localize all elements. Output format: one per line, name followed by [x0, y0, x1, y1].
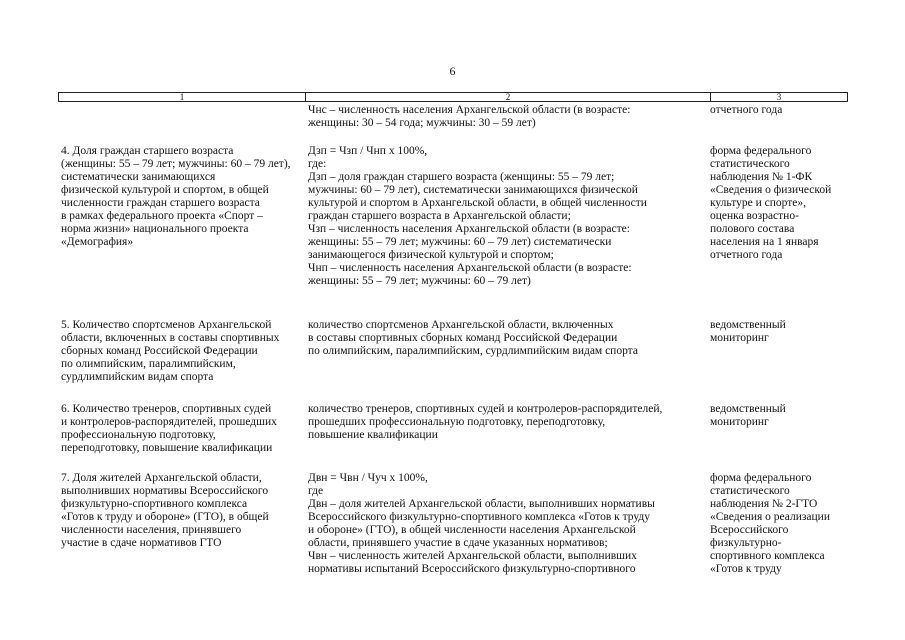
row6-source-cell: ведомственный мониторинг — [710, 403, 786, 428]
row4-indicator-cell: 4. Доля граждан старшего возраста (женщины: 55 – 79 лет; мужчины: 60 – 79 лет), систематически занимающихся физической культурой и спортом, в общей численности граждан старшего возраста в рамках федерального проекта «Спорт – норма жизни» национального проекта «Демография» — [61, 145, 291, 248]
row4-method-cell: Дзп = Чзп / Чнп x 100%, где: Дзп – доля граждан старшего возраста (женщины: 55 – 79 лет; мужчины: 60 – 79 лет), систематически занимающихся физической культурой и спортом в Архангельской области, в общей численности граждан старшего возраста в Архангельской области; Чзп – численность населения Архангельской области (в возрасте: женщины: 55 – 79 лет; мужчины: 60 – 79 лет) систематически занимающегося физической культурой и спортом; Чнп – численность населения Архангельской области (в возрасте: женщины: 55 – 79 лет; мужчины: 60 – 79 лет) — [308, 145, 647, 287]
column-header-3: 3 — [776, 92, 782, 102]
column-header-2: 2 — [306, 93, 711, 101]
row7-method-cell: Двн = Чвн / Чуч x 100%, где Двн – доля жителей Архангельской области, выполнивших нормативы Всероссийского физкультурно-спортивного комплекса «Готов к труду и обороне» (ГТО), в общей численности населения Архангельской области, принявшего участие в сдаче указанных нормативов; Чвн – численность жителей Архангельской области, выполнивших нормативы испытаний Всероссийского физкультурно-спортивного — [308, 472, 655, 575]
row5-source-cell: ведомственный мониторинг — [710, 319, 786, 344]
page-number: 6 — [449, 64, 456, 78]
row5-indicator-cell: 5. Количество спортсменов Архангельской области, включенных в составы спортивных сборных команд Российской Федерации по олимпийским, паралимпийским, сурдлимпийским видам спорта — [61, 319, 280, 383]
cont-method-cell: Чнс – численность населения Архангельской области (в возрасте: женщины: 30 – 54 года; мужчины: 30 – 59 лет) — [308, 104, 631, 129]
column-header-1: 1 — [59, 93, 306, 101]
row6-indicator-cell: 6. Количество тренеров, спортивных судей и контролеров-распорядителей, прошедших профессиональную подготовку, переподготовку, повышение квалификации — [61, 403, 277, 454]
row4-source-cell: форма федерального статистического наблюдения № 1-ФК «Сведения о физической культуре и спорте», оценка возрастно- полового состава населения на 1 января отчетного года — [710, 145, 832, 261]
row7-indicator-cell: 7. Доля жителей Архангельской области, выполнивших нормативы Всероссийского физкультурно-спортивного комплекса «Готов к труду и обороне» (ГТО), в общей численности населения, принявшего участие в сдаче нормативов ГТО — [61, 472, 269, 549]
row7-source-cell: форма федерального статистического наблюдения № 2-ГТО «Сведения о реализации Всероссийского физкультурно- спортивного комплекса «Готов к труду — [710, 472, 830, 575]
row6-method-cell: количество тренеров, спортивных судей и контролеров-распорядителей, прошедших профессиональную подготовку, переподготовку, повышение квалификации — [308, 403, 663, 441]
column-header-row — [58, 92, 848, 102]
row5-method-cell: количество спортсменов Архангельской области, включенных в составы спортивных сборных команд Российской Федерации по олимпийским, паралимпийским, сурдлимпийским видам спорта — [308, 319, 638, 357]
cont-source-cell: отчетного года — [710, 104, 783, 116]
